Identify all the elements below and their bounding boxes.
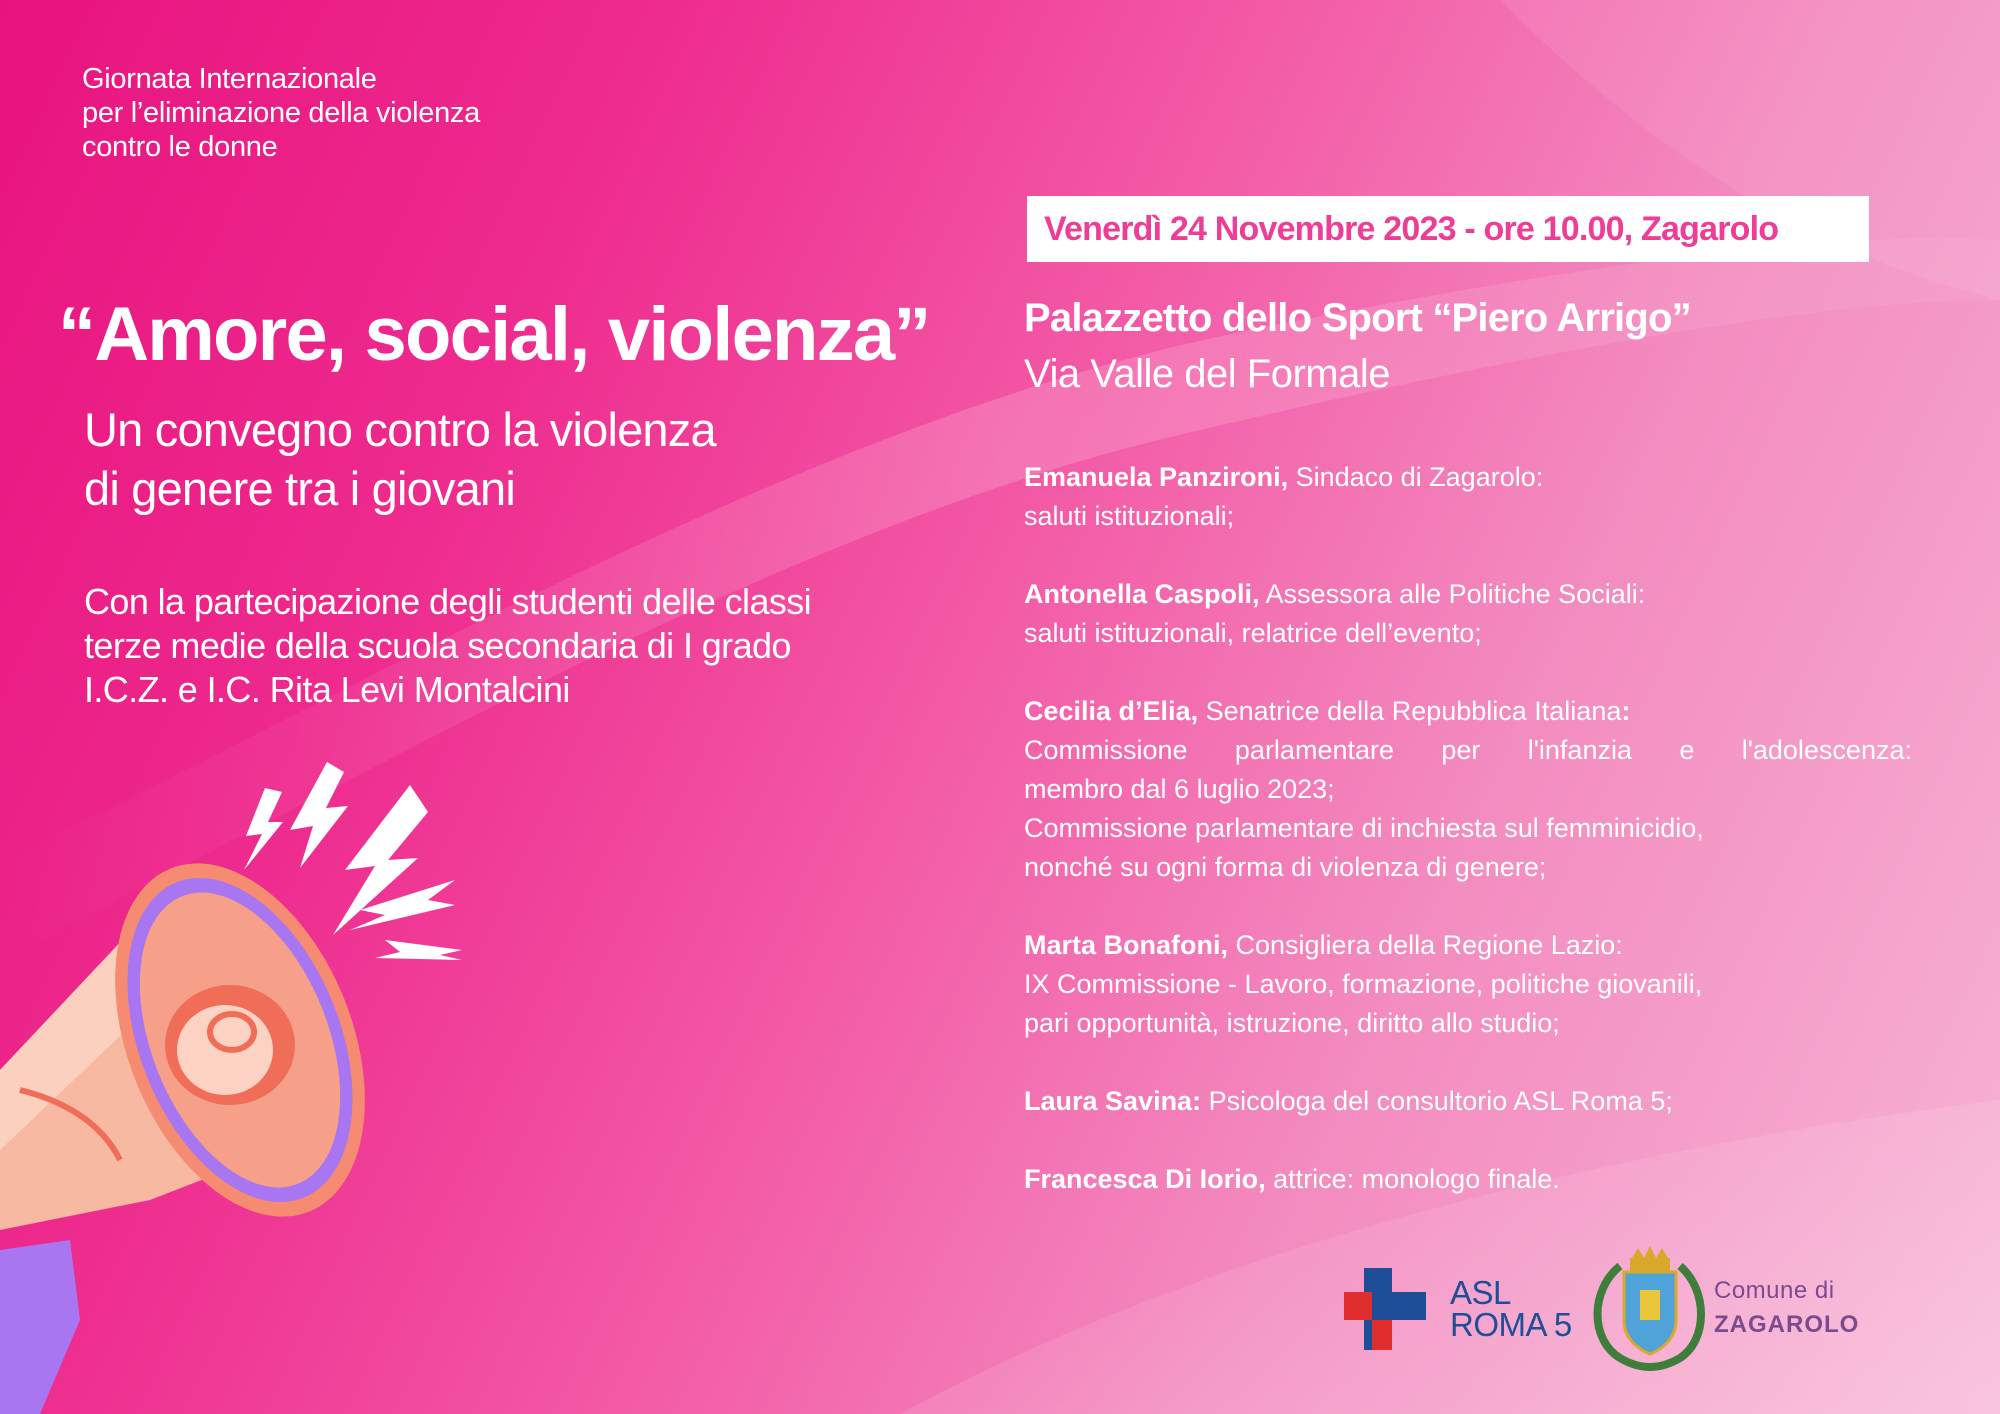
speaker-role: Senatrice della Repubblica Italiana [1198,696,1622,726]
speaker-detail: IX Commissione - Lavoro, formazione, politiche giovanili, [1024,969,1703,999]
speaker-detail: saluti istituzionali; [1024,501,1235,531]
lead-line-1: Un convegno contro la violenza [84,403,716,456]
venue-name: Palazzetto dello Sport “Piero Arrigo” [1024,296,1691,340]
international-day-line-2: per l’eliminazione della violenza [82,97,480,129]
speaker-detail: nonché su ogni forma di violenza di genere; [1024,852,1547,882]
international-day-line-3: contro le donne [82,131,278,163]
event-title: “Amore, social, violenza” [58,292,930,377]
speaker-name: Laura Savina: [1024,1086,1202,1116]
international-day-line-1: Giornata Internazionale [82,63,377,95]
speaker-name: Francesca Di Iorio, [1024,1164,1266,1194]
participation-line-3: I.C.Z. e I.C. Rita Levi Montalcini [84,669,570,710]
speaker-detail: pari opportunità, istruzione, diritto allo studio; [1024,1008,1560,1038]
speaker-detail: saluti istituzionali, relatrice dell’evento; [1024,618,1482,648]
venue-address: Via Valle del Formale [1024,352,1390,396]
speaker-name: Cecilia d’Elia, [1024,696,1199,726]
lead-line-2: di genere tra i giovani [84,462,515,515]
speaker-role: Sindaco di Zagarolo: [1288,462,1544,492]
speaker-name: Marta Bonafoni, [1024,930,1229,960]
comune-logo-text [1714,1274,1859,1342]
date-banner: Venerdì 24 Novembre 2023 - ore 10.00, Zagarolo [1044,210,1779,248]
speaker-role: Psicologa del consultorio ASL Roma 5; [1201,1086,1673,1116]
comune-logo-line-2: ZAGAROLO [1714,1311,1860,1338]
speaker-detail-justified: Commissione parlamentare per l'infanzia e l'adolescenza: [1024,735,1912,765]
speaker-detail: Commissione parlamentare di inchiesta sul femminicidio, [1024,813,1704,843]
speaker-role: Consigliera della Regione Lazio: [1228,930,1623,960]
speaker-role: attrice: monologo finale. [1265,1164,1560,1194]
speaker-role-colon: : [1621,696,1631,726]
comune-logo-line-1: Comune di [1714,1277,1835,1304]
asl-logo-line-2: ROMA 5 [1450,1306,1572,1343]
participation-line-1: Con la partecipazione degli studenti delle classi [84,581,812,622]
speaker-detail: membro dal 6 luglio 2023; [1024,774,1335,804]
speaker-name: Emanuela Panzironi, [1024,462,1289,492]
participation-line-2: terze medie della scuola secondaria di I grado [84,625,791,666]
speaker-role: Assessora alle Politiche Sociali: [1259,579,1646,609]
speaker-name: Antonella Caspoli, [1024,579,1260,609]
asl-logo-line-1: ASL [1450,1274,1511,1311]
